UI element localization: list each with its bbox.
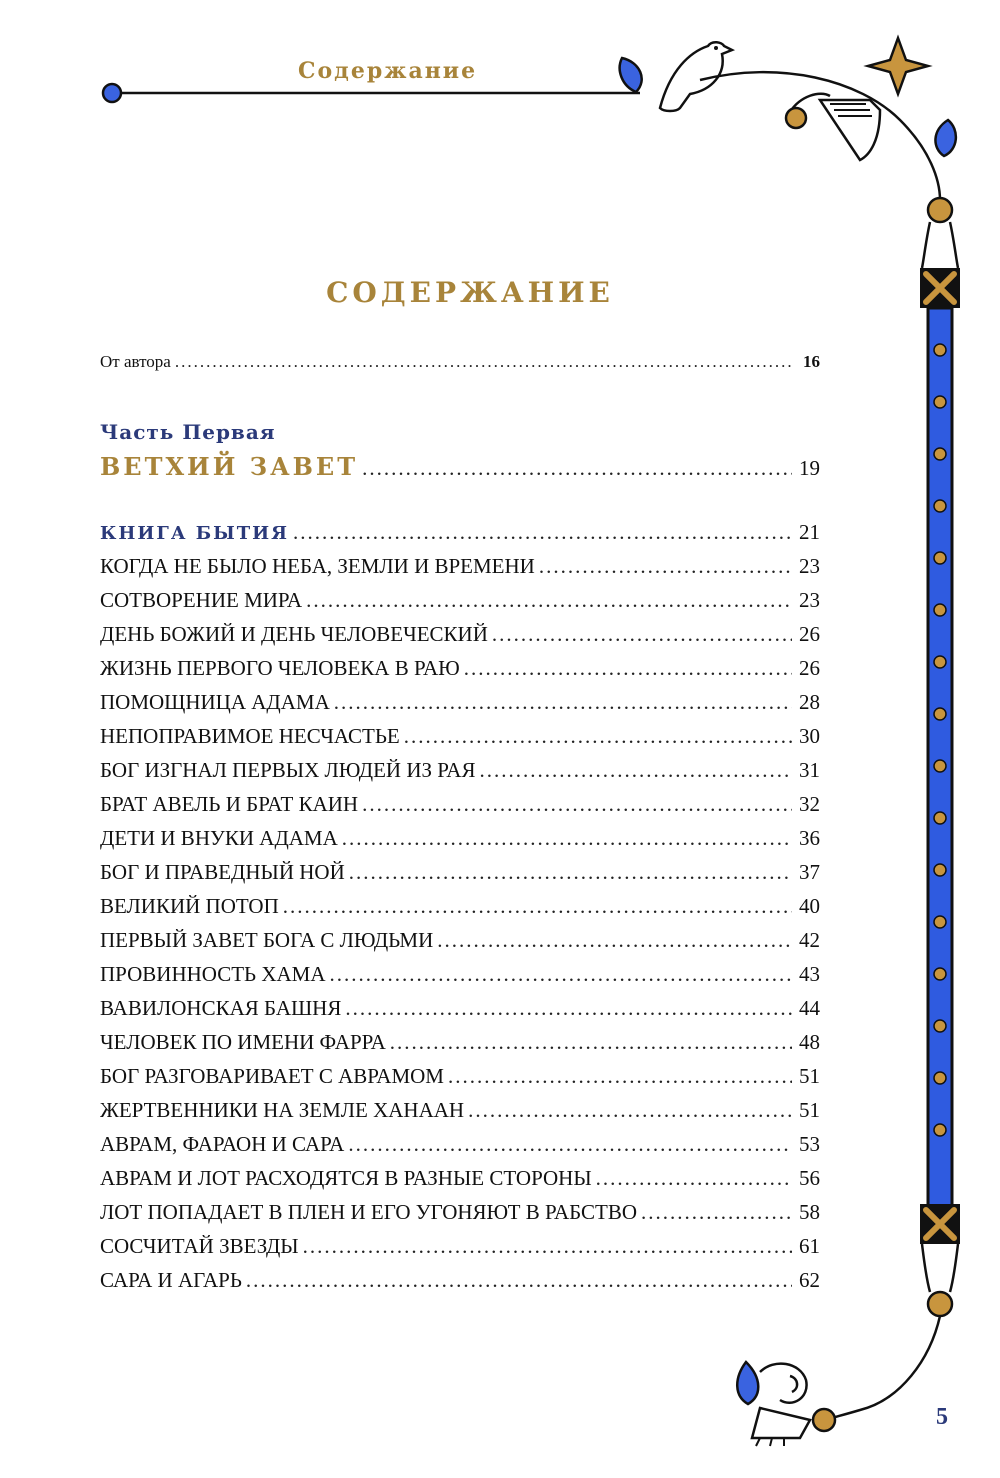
- toc-entry-page: 26: [799, 622, 820, 646]
- leader-dots: [596, 1166, 792, 1191]
- leader-dots: [437, 928, 792, 953]
- toc-entry-label: БОГ И ПРАВЕДНЫЙ НОЙ: [100, 860, 345, 884]
- star-icon: [868, 38, 928, 94]
- toc-entry-label: БРАТ АВЕЛЬ И БРАТ КАИН: [100, 792, 359, 816]
- toc-entry[interactable]: [100, 894, 820, 919]
- toc-entry-label: ВЕЛИКИЙ ПОТОП: [100, 894, 279, 918]
- toc-entry-label: АВРАМ И ЛОТ РАСХОДЯТСЯ В РАЗНЫЕ СТОРОНЫ: [100, 1166, 592, 1190]
- toc-entry-page: 53: [799, 1132, 820, 1156]
- toc-entry[interactable]: [100, 1234, 820, 1259]
- toc-entry-page: 62: [799, 1268, 820, 1292]
- leader-dots: [349, 860, 792, 885]
- toc-entry[interactable]: [100, 622, 820, 647]
- bead-icon: [928, 198, 952, 222]
- toc-entry[interactable]: [100, 962, 820, 987]
- toc-entry-book[interactable]: [100, 520, 820, 545]
- toc-entry-label: КОГДА НЕ БЫЛО НЕБА, ЗЕМЛИ И ВРЕМЕНИ: [100, 554, 535, 578]
- toc-entry-page: 21: [799, 520, 820, 544]
- leader-dots: [468, 1098, 792, 1123]
- toc-entry-part[interactable]: [100, 452, 820, 481]
- toc-entry-page: 61: [799, 1234, 820, 1258]
- book-title: КНИГА БЫТИЯ: [100, 523, 290, 544]
- leader-dots: [479, 758, 792, 783]
- toc-entry-label: ПРОВИННОСТЬ ХАМА: [100, 962, 326, 986]
- leader-dots: [306, 588, 792, 613]
- toc-entry-page: 32: [799, 792, 820, 816]
- leader-dots: [293, 520, 792, 545]
- toc-entry-label: СОСЧИТАЙ ЗВЕЗДЫ: [100, 1234, 299, 1258]
- toc-entry[interactable]: [100, 1200, 820, 1225]
- toc-entry-label: АВРАМ, ФАРАОН И САРА: [100, 1132, 345, 1156]
- leader-dots: [404, 724, 792, 749]
- toc-entry-page: 40: [799, 894, 820, 918]
- toc-entry-page: 36: [799, 826, 820, 850]
- leader-dots: [641, 1200, 792, 1225]
- toc-entry-label: ДЕНЬ БОЖИЙ И ДЕНЬ ЧЕЛОВЕЧЕСКИЙ: [100, 622, 488, 646]
- toc-entry-label: БОГ РАЗГОВАРИВАЕТ С АВРАМОМ: [100, 1064, 444, 1088]
- toc-entry-label: БОГ ИЗГНАЛ ПЕРВЫХ ЛЮДЕЙ ИЗ РАЯ: [100, 758, 476, 782]
- toc-entry[interactable]: [100, 1064, 820, 1089]
- toc-entry-page: 30: [799, 724, 820, 748]
- toc-entry-page: 19: [799, 456, 820, 480]
- toc-entry-page: 28: [799, 690, 820, 714]
- leaf-icon: [935, 120, 955, 156]
- toc-entry-page: 48: [799, 1030, 820, 1054]
- toc-entry[interactable]: [100, 656, 820, 681]
- bead-icon: [103, 84, 121, 102]
- toc-entry[interactable]: [100, 1132, 820, 1157]
- toc-entry-page: 58: [799, 1200, 820, 1224]
- leader-dots: [303, 1234, 792, 1259]
- toc-entry-label: САРА И АГАРЬ: [100, 1268, 242, 1292]
- leader-dots: [334, 690, 792, 715]
- toc-entry-page: 42: [799, 928, 820, 952]
- leader-dots: [492, 622, 792, 647]
- toc-entry[interactable]: [100, 1030, 820, 1055]
- toc-entry-page: 16: [803, 352, 820, 371]
- toc-entry[interactable]: [100, 928, 820, 953]
- toc-entry-label: ЖИЗНЬ ПЕРВОГО ЧЕЛОВЕКА В РАЮ: [100, 656, 460, 680]
- toc-entry-label: ПЕРВЫЙ ЗАВЕТ БОГА С ЛЮДЬМИ: [100, 928, 434, 952]
- leader-dots: [362, 456, 792, 481]
- toc-entry-page: 51: [799, 1064, 820, 1088]
- page-title: СОДЕРЖАНИЕ: [326, 276, 614, 309]
- toc-entry-page: 31: [799, 758, 820, 782]
- part-title: ВЕТХИЙ ЗАВЕТ: [100, 452, 359, 481]
- toc-entry-label: ДЕТИ И ВНУКИ АДАМА: [100, 826, 338, 850]
- toc-entry[interactable]: [100, 724, 820, 749]
- toc-entry-author-note[interactable]: [100, 352, 820, 372]
- toc-entry-page: 56: [799, 1166, 820, 1190]
- toc-entry-label: НЕПОПРАВИМОЕ НЕСЧАСТЬЕ: [100, 724, 400, 748]
- leader-dots: [246, 1268, 792, 1293]
- toc-entry[interactable]: [100, 690, 820, 715]
- toc-entry-label: От автора: [100, 352, 171, 371]
- toc-entry[interactable]: [100, 826, 820, 851]
- toc-entry[interactable]: [100, 996, 820, 1021]
- toc-entry[interactable]: [100, 554, 820, 579]
- toc-entry-page: 44: [799, 996, 820, 1020]
- leader-dots: [362, 792, 792, 817]
- bead-icon: [786, 108, 806, 128]
- leader-dots: [464, 656, 792, 681]
- toc-entry-label: ЖЕРТВЕННИКИ НА ЗЕМЛЕ ХАНААН: [100, 1098, 465, 1122]
- bead-icon: [813, 1409, 835, 1431]
- toc-entry[interactable]: [100, 1166, 820, 1191]
- toc-entry[interactable]: [100, 860, 820, 885]
- running-head: Содержание: [298, 58, 478, 84]
- toc-entry-label: ПОМОЩНИЦА АДАМА: [100, 690, 330, 714]
- leader-dots: [348, 1132, 792, 1157]
- toc-entry-page: 23: [799, 554, 820, 578]
- leader-dots: [330, 962, 792, 987]
- leader-dots: [448, 1064, 792, 1089]
- toc-entry[interactable]: [100, 792, 820, 817]
- toc-entry-label: ЧЕЛОВЕК ПО ИМЕНИ ФАРРА: [100, 1030, 386, 1054]
- leader-dots: [390, 1030, 792, 1055]
- toc-entry[interactable]: [100, 1098, 820, 1123]
- leader-dots: [345, 996, 792, 1021]
- toc-entry-page: 23: [799, 588, 820, 612]
- toc-entry-page: 26: [799, 656, 820, 680]
- toc-entry-label: ВАВИЛОНСКАЯ БАШНЯ: [100, 996, 342, 1020]
- leader-dots: [175, 352, 792, 372]
- toc-entry-page: 51: [799, 1098, 820, 1122]
- leader-dots: [539, 554, 792, 579]
- leaf-icon: [737, 1362, 758, 1404]
- toc-entry[interactable]: [100, 1268, 820, 1293]
- leader-dots: [342, 826, 792, 851]
- toc-entry-page: 37: [799, 860, 820, 884]
- toc-entry-label: ЛОТ ПОПАДАЕТ В ПЛЕН И ЕГО УГОНЯЮТ В РАБСТВО: [100, 1200, 638, 1224]
- leader-dots: [283, 894, 792, 919]
- toc-entry-page: 43: [799, 962, 820, 986]
- leaf-icon: [620, 58, 642, 92]
- toc-entry-label: СОТВОРЕНИЕ МИРА: [100, 588, 303, 612]
- toc-entry[interactable]: [100, 758, 820, 783]
- toc-entry[interactable]: [100, 588, 820, 613]
- page-number: 5: [936, 1404, 948, 1430]
- part-label: Часть Первая: [100, 420, 276, 444]
- bead-icon: [928, 1292, 952, 1316]
